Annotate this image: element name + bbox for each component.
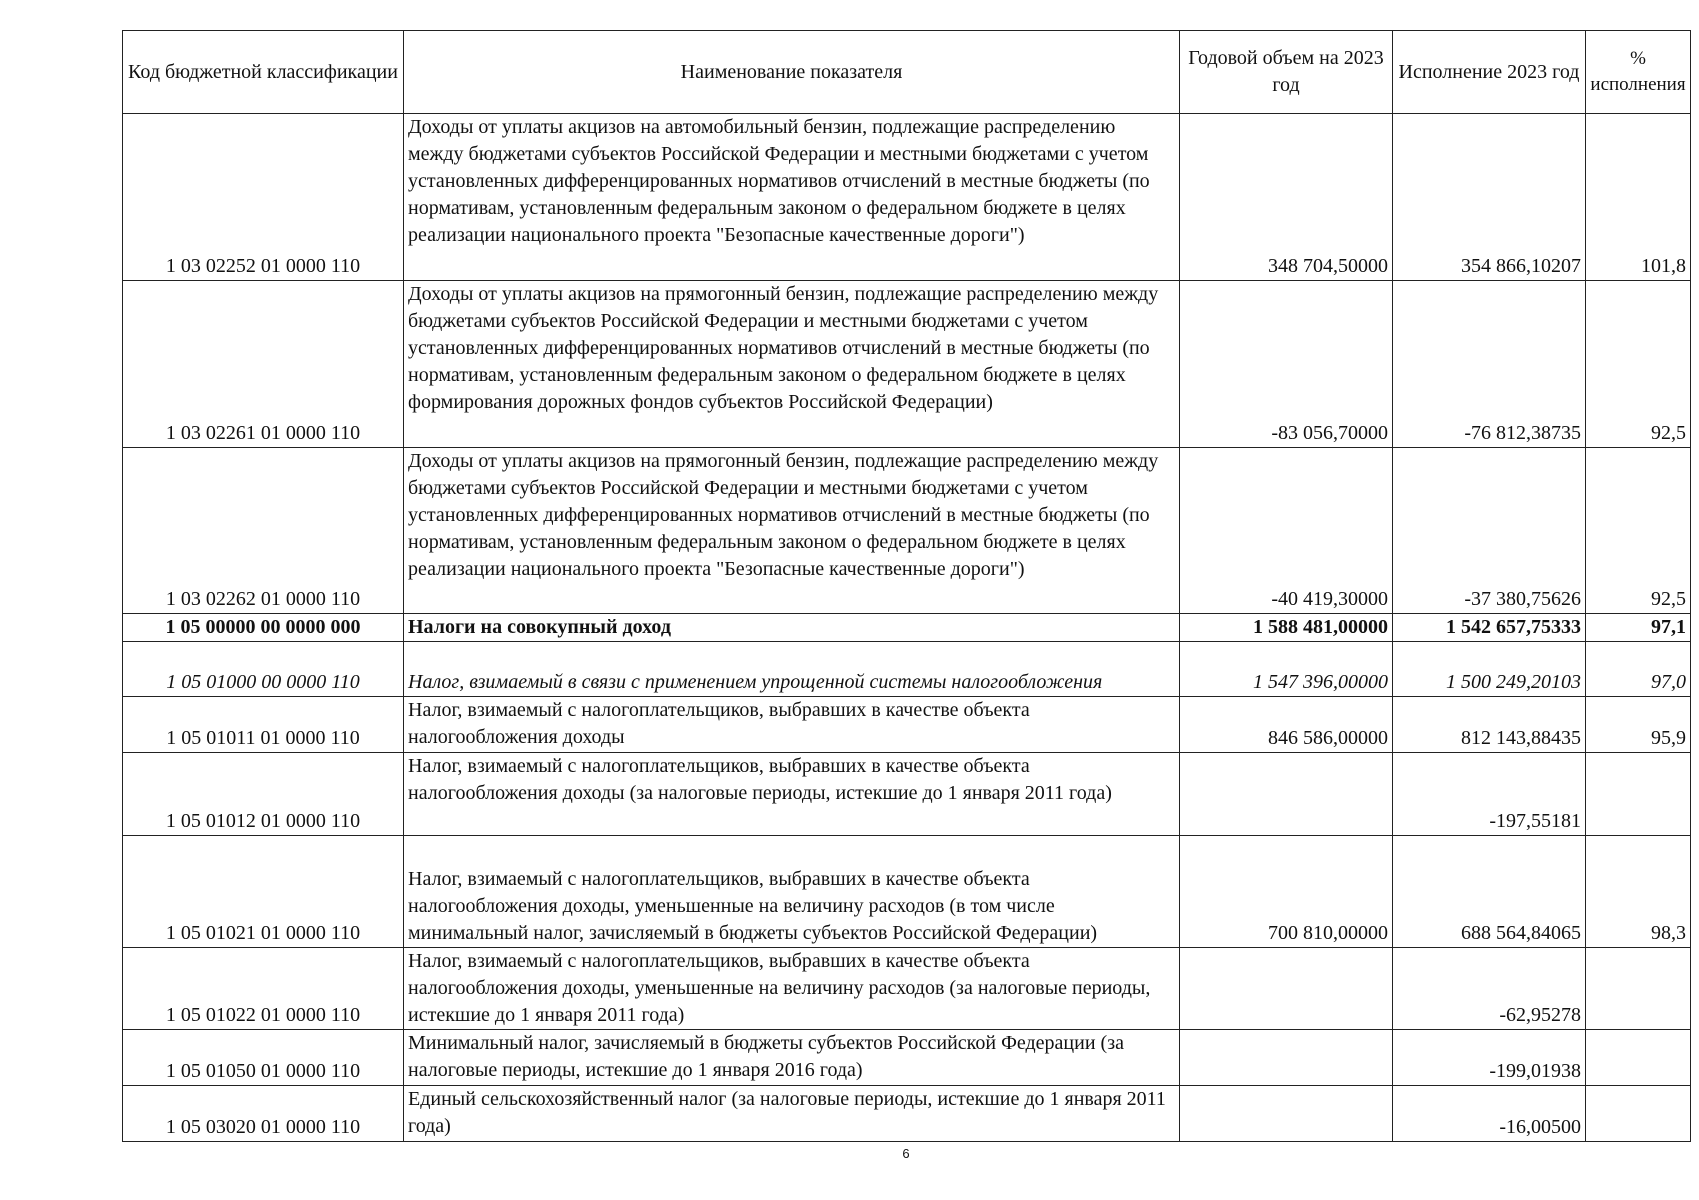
row-annual [1180,753,1393,836]
header-code: Код бюджетной классификации [123,31,404,114]
row-code: 1 03 02252 01 0000 110 [123,114,404,281]
row-code: 1 03 02261 01 0000 110 [123,281,404,448]
table-row [123,697,1691,753]
row-annual [1180,1030,1393,1086]
row-execution: 354 866,10207 [1393,114,1586,281]
row-name: Налоги на совокупный доход [404,614,1180,642]
table-row [123,1086,1691,1142]
header-execution: Исполнение 2023 год [1393,31,1586,114]
row-annual: -40 419,30000 [1180,448,1393,614]
row-code: 1 05 03020 01 0000 110 [123,1086,404,1142]
row-code: 1 05 01022 01 0000 110 [123,948,404,1030]
row-name: Доходы от уплаты акцизов на автомобильный бензин, подлежащие распределению между бюджетами субъектов Российской Федерации и местными бюджетами с учетом установленных дифференцированных нормативов отчислений в местные бюджеты (по нормативам, установленным федеральным законом о федеральном бюджете в целях реализации национального проекта "Безопасные качественные дороги") [404,114,1180,281]
row-execution: 1 500 249,20103 [1393,642,1586,697]
row-percent [1586,948,1691,1030]
table-row [123,948,1691,1030]
row-annual: 1 547 396,00000 [1180,642,1393,697]
row-annual [1180,948,1393,1030]
row-name: Единый сельскохозяйственный налог (за налоговые периоды, истекшие до 1 января 2011 года) [404,1086,1180,1142]
row-percent: 92,5 [1586,281,1691,448]
row-code: 1 05 01011 01 0000 110 [123,697,404,753]
row-percent: 95,9 [1586,697,1691,753]
row-name: Доходы от уплаты акцизов на прямогонный бензин, подлежащие распределению между бюджетами субъектов Российской Федерации и местными бюджетами с учетом установленных дифференцированных нормативов отчислений в местные бюджеты (по нормативам, установленным федеральным законом о федеральном бюджете в целях реализации национального проекта "Безопасные качественные дороги") [404,448,1180,614]
row-name: Доходы от уплаты акцизов на прямогонный бензин, подлежащие распределению между бюджетами субъектов Российской Федерации и местными бюджетами с учетом установленных дифференцированных нормативов отчислений в местные бюджеты (по нормативам, установленным федеральным законом о федеральном бюджете в целях формирования дорожных фондов субъектов Российской Федерации) [404,281,1180,448]
header-percent: % исполнения [1586,31,1691,114]
row-code: 1 05 01050 01 0000 110 [123,1030,404,1086]
row-execution: 1 542 657,75333 [1393,614,1586,642]
row-name: Налог, взимаемый с налогоплательщиков, выбравших в качестве объекта налогообложения доходы (за налоговые периоды, истекшие до 1 января 2011 года) [404,753,1180,836]
row-annual: 700 810,00000 [1180,836,1393,948]
row-execution: 812 143,88435 [1393,697,1586,753]
row-percent [1586,753,1691,836]
header-row [123,31,1691,114]
row-code: 1 03 02262 01 0000 110 [123,448,404,614]
row-percent: 97,1 [1586,614,1691,642]
row-name: Налог, взимаемый с налогоплательщиков, выбравших в качестве объекта налогообложения доходы [404,697,1180,753]
table-row [123,753,1691,836]
row-percent: 101,8 [1586,114,1691,281]
table-row-total [123,614,1691,642]
row-name: Налог, взимаемый в связи с применением упрощенной системы налогообложения [404,642,1180,697]
header-name: Наименование показателя [404,31,1180,114]
row-execution: -76 812,38735 [1393,281,1586,448]
row-name: Налог, взимаемый с налогоплательщиков, выбравших в качестве объекта налогообложения доходы, уменьшенные на величину расходов (за налоговые периоды, истекшие до 1 января 2011 года) [404,948,1180,1030]
row-annual: 846 586,00000 [1180,697,1393,753]
row-execution: -197,55181 [1393,753,1586,836]
row-annual: -83 056,70000 [1180,281,1393,448]
row-name: Налог, взимаемый с налогоплательщиков, выбравших в качестве объекта налогообложения доходы, уменьшенные на величину расходов (в том числе минимальный налог, зачисляемый в бюджеты субъектов Российской Федерации) [404,836,1180,948]
page-number: 6 [902,1146,910,1161]
row-code: 1 05 01021 01 0000 110 [123,836,404,948]
row-percent: 92,5 [1586,448,1691,614]
row-code: 1 05 01000 00 0000 110 [123,642,404,697]
row-execution: -199,01938 [1393,1030,1586,1086]
row-name: Минимальный налог, зачисляемый в бюджеты субъектов Российской Федерации (за налоговые периоды, истекшие до 1 января 2016 года) [404,1030,1180,1086]
row-percent: 98,3 [1586,836,1691,948]
row-percent: 97,0 [1586,642,1691,697]
row-execution: -37 380,75626 [1393,448,1586,614]
row-percent [1586,1086,1691,1142]
table-row [123,1030,1691,1086]
row-annual: 1 588 481,00000 [1180,614,1393,642]
table-row [123,836,1691,948]
table-row [123,448,1691,614]
row-code: 1 05 01012 01 0000 110 [123,753,404,836]
budget-execution-table [122,30,1691,1142]
table-row [123,281,1691,448]
row-execution: 688 564,84065 [1393,836,1586,948]
row-execution: -62,95278 [1393,948,1586,1030]
table-row-subtotal [123,642,1691,697]
row-percent [1586,1030,1691,1086]
header-annual: Годовой объем на 2023 год [1180,31,1393,114]
row-annual [1180,1086,1393,1142]
table-row [123,114,1691,281]
row-execution: -16,00500 [1393,1086,1586,1142]
row-code: 1 05 00000 00 0000 000 [123,614,404,642]
row-annual: 348 704,50000 [1180,114,1393,281]
